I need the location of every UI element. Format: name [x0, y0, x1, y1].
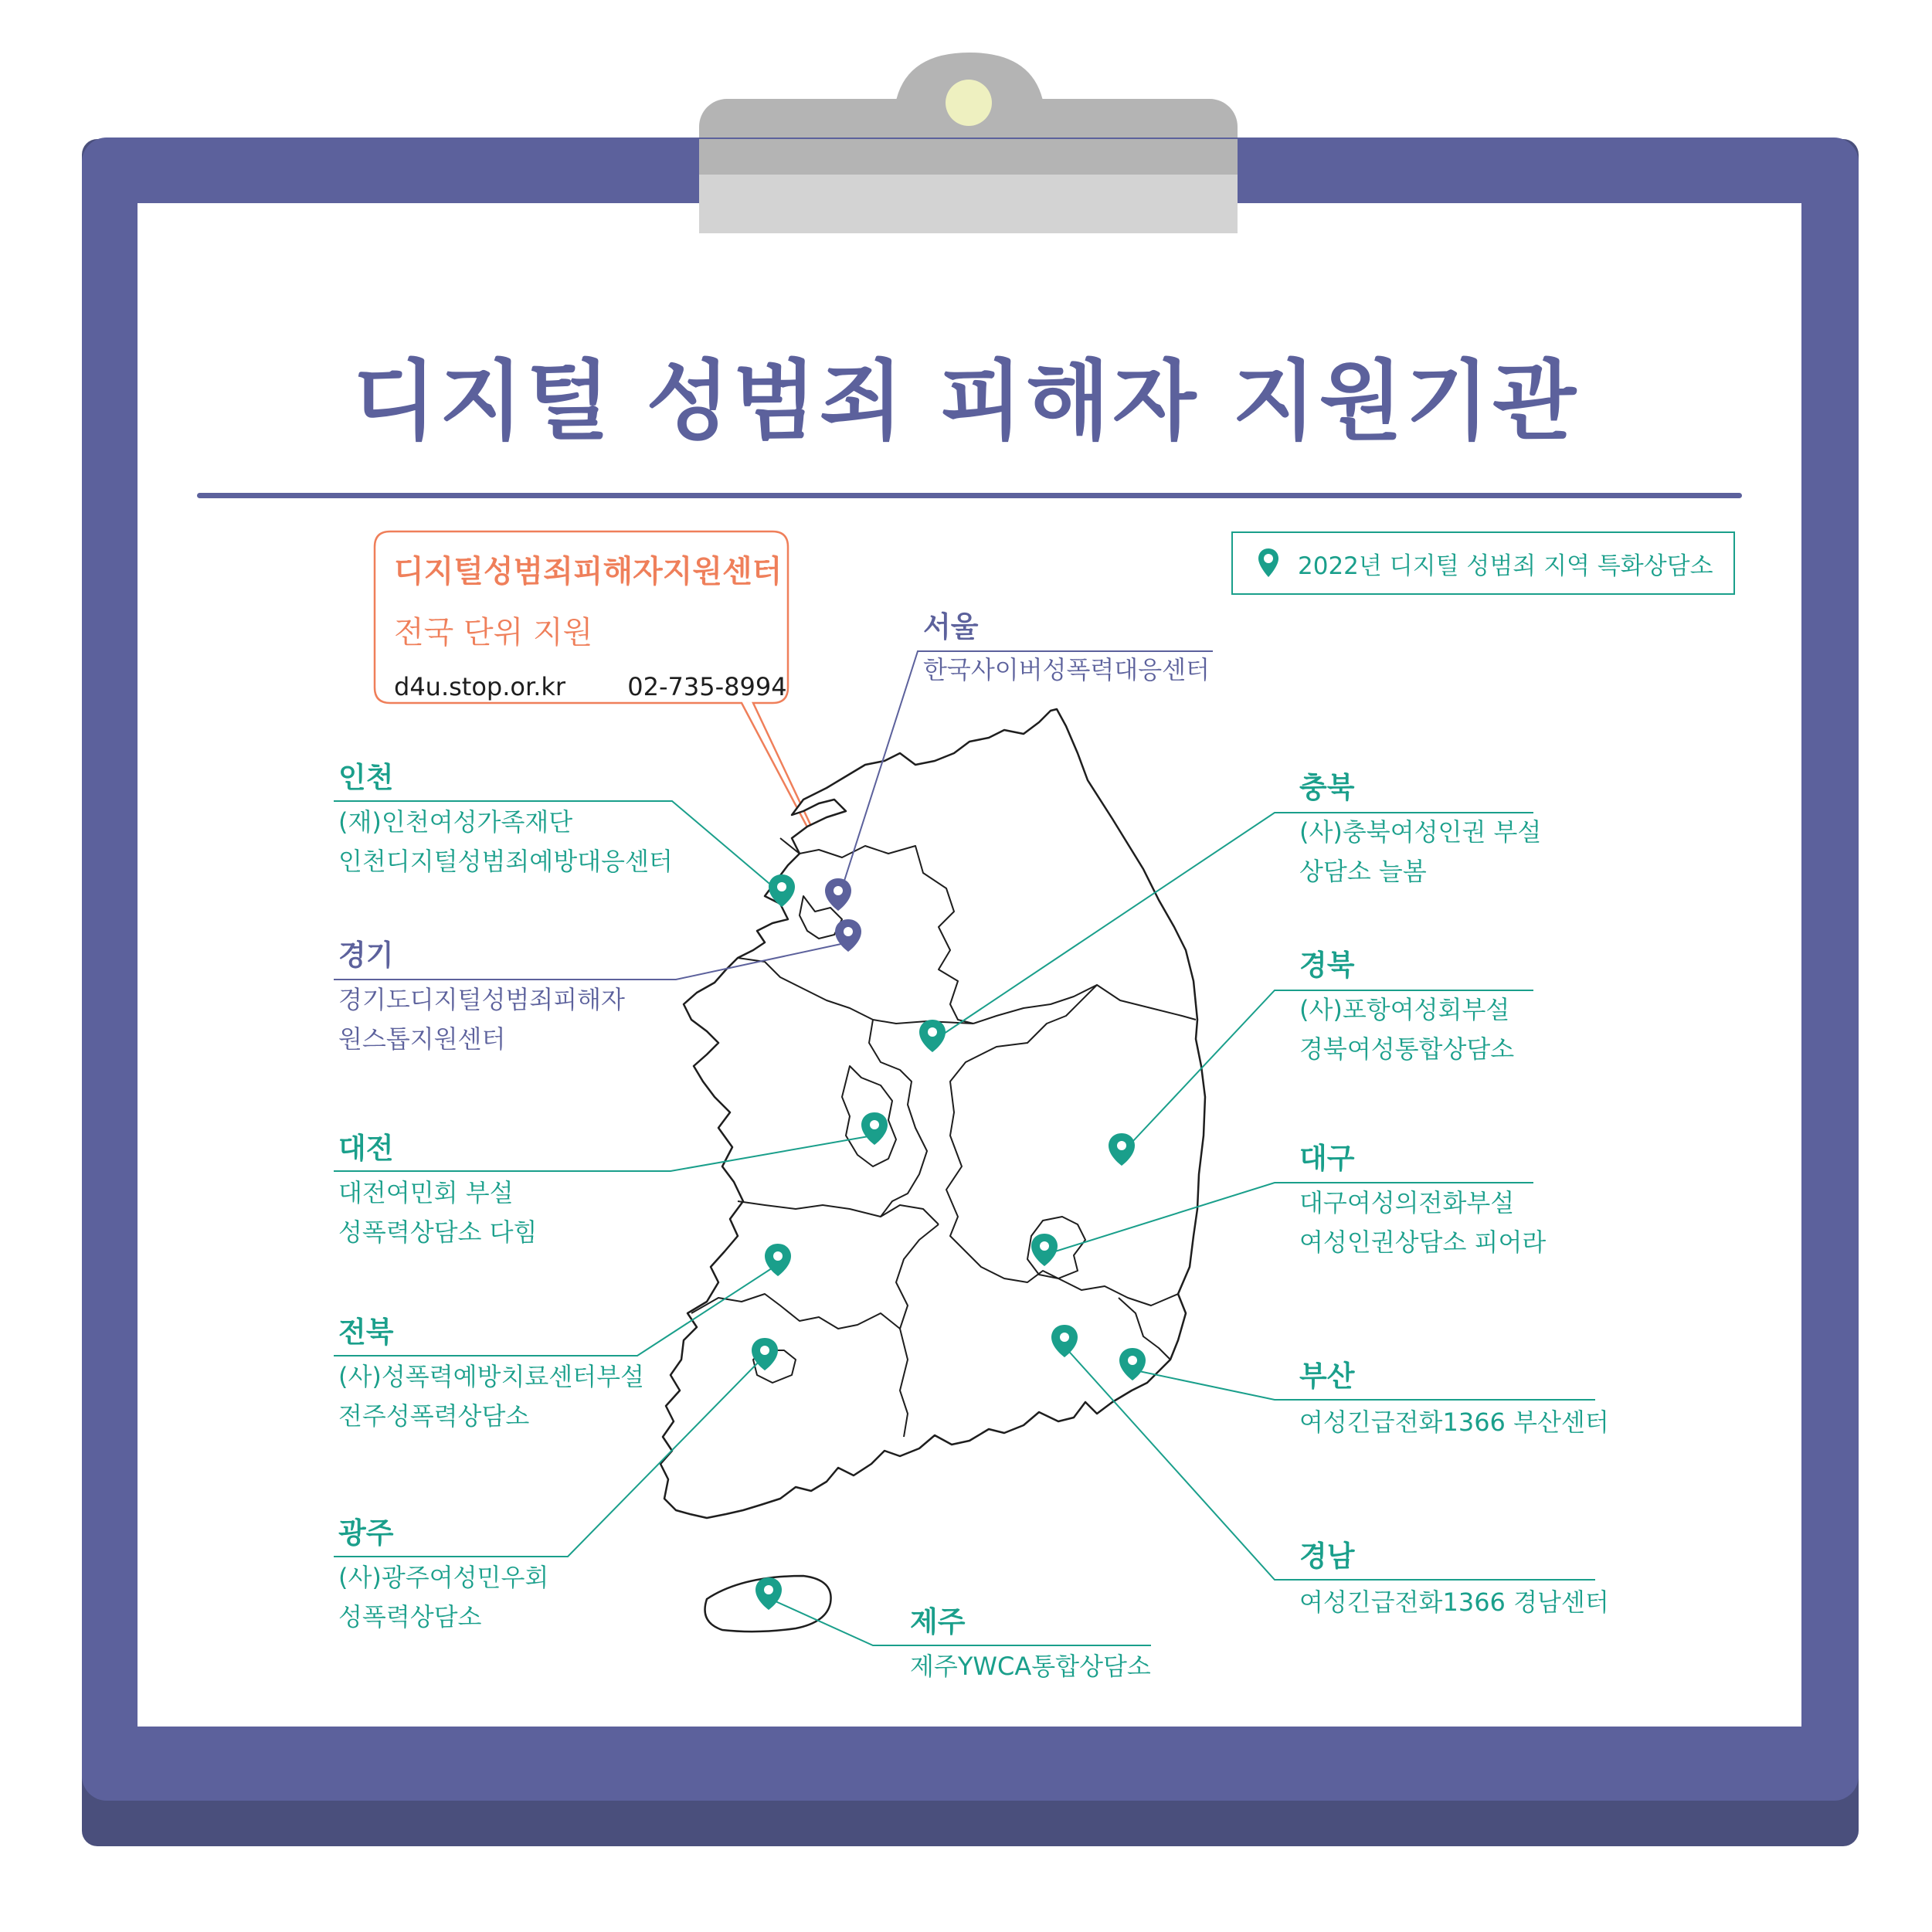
- region-gyeongnam: [1299, 1540, 1609, 1622]
- region-line: 여성인권상담소 피어라: [1299, 1227, 1547, 1257]
- korea-mainland-outline: [660, 709, 1205, 1518]
- region-incheon: [338, 761, 673, 881]
- page-title: 디지털 성범죄 피해자 지원기관: [352, 351, 1580, 452]
- legend-label: 2022년 디지털 성범죄 지역 특화상담소: [1298, 552, 1713, 580]
- region-line: 경기도디지털성범죄피해자: [338, 985, 625, 1014]
- region-jeonbuk: [338, 1316, 644, 1436]
- region-name: 부산: [1299, 1360, 1355, 1393]
- region-name: 대전: [338, 1132, 394, 1165]
- region-line: 원스톱지원센터: [338, 1024, 506, 1054]
- region-name: 전북: [338, 1316, 394, 1349]
- region-line: (사)성폭력예방치료센터부설: [338, 1362, 644, 1391]
- region-line: (사)광주여성민우회: [338, 1563, 549, 1592]
- region-gyeongbuk: [1299, 949, 1514, 1069]
- region-line: 인천디지털성범죄예방대응센터: [338, 847, 673, 876]
- callout-url[interactable]: d4u.stop.or.kr: [394, 672, 566, 701]
- region-daegu: [1299, 1142, 1546, 1262]
- national-center-callout: [394, 547, 787, 701]
- region-jeju: [910, 1605, 1151, 1686]
- region-line: 상담소 늘봄: [1299, 857, 1427, 886]
- region-name: 경기: [338, 939, 394, 972]
- region-name: 인천: [338, 761, 394, 794]
- region-line: (사)충북여성인권 부설: [1299, 817, 1542, 847]
- region-name: 충북: [1299, 771, 1355, 804]
- region-line: (사)포항여성회부설: [1299, 995, 1510, 1024]
- region-line: 전주성폭력상담소: [338, 1401, 530, 1431]
- region-chungbuk: [1299, 771, 1541, 891]
- region-name: 제주: [910, 1605, 966, 1638]
- region-line: 여성긴급전화1366 부산센터: [1299, 1407, 1609, 1437]
- callout-title: 디지털성범죄피해자지원센터: [394, 554, 783, 589]
- region-name: 경남: [1299, 1540, 1355, 1573]
- region-line: 대전여민회 부설: [338, 1178, 514, 1207]
- region-name: 경북: [1299, 949, 1355, 982]
- region-line: 성폭력상담소 다힘: [338, 1217, 538, 1247]
- region-line: 성폭력상담소: [338, 1602, 482, 1632]
- region-gwangju: [338, 1516, 548, 1637]
- callout-subtitle: 전국 단위 지원: [394, 615, 593, 650]
- region-line: 여성긴급전화1366 경남센터: [1299, 1587, 1609, 1617]
- region-line: 한국사이버성폭력대응센터: [923, 655, 1210, 684]
- region-name: 서울: [923, 610, 979, 643]
- region-line: 제주YWCA통합상담소: [910, 1652, 1151, 1681]
- region-gyeonggi: [338, 939, 625, 1059]
- region-line: (재)인천여성가족재단: [338, 807, 573, 837]
- region-line: 대구여성의전화부설: [1299, 1188, 1515, 1217]
- region-line: 경북여성통합상담소: [1299, 1034, 1515, 1064]
- callout-contact: [394, 672, 787, 701]
- callout-phone: 02-735-8994: [627, 672, 787, 701]
- region-busan: [1299, 1360, 1609, 1442]
- region-name: 광주: [338, 1516, 394, 1550]
- region-name: 대구: [1299, 1142, 1355, 1175]
- region-seoul: [923, 610, 1210, 690]
- region-daejeon: [338, 1132, 537, 1252]
